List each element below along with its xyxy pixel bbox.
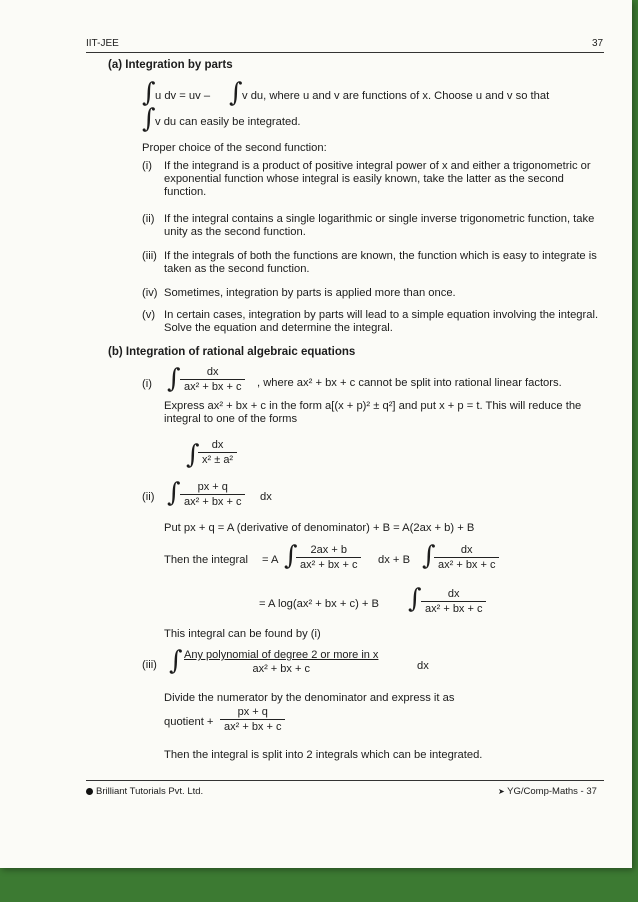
eq-a-text: = A [262, 554, 279, 566]
then-split-text: Then the integral is split into 2 integrals which can be integrated. [164, 749, 483, 761]
proper-choice-heading: Proper choice of the second function: [142, 142, 327, 154]
log-line: = A log(ax² + bx + c) + B [259, 598, 380, 610]
fraction-numerator: 2ax + b [310, 544, 347, 556]
fraction [296, 544, 361, 571]
item-label: (ii) [142, 213, 155, 225]
arrow-icon: ➤ [498, 787, 505, 796]
fraction [434, 544, 499, 571]
header-page-number: 37 [592, 38, 604, 49]
integral-sign: ∫ [186, 440, 200, 470]
item-label: (ii) [142, 491, 155, 503]
footer-left-text: Brilliant Tutorials Pvt. Ltd. [96, 786, 204, 797]
fraction-numerator: dx [211, 439, 224, 451]
item-text: If the integral contains a single logarithmic or single inverse trigonometric function, take unity as the second function. [164, 213, 595, 238]
formula-line-2: v du, where u and v are functions of x. Choose u and v so that [242, 90, 550, 102]
fraction [198, 439, 237, 466]
bullet-icon [86, 788, 93, 795]
formula-line-3: v du can easily be integrated. [155, 116, 301, 128]
integral-sign: ∫ [284, 541, 298, 571]
fraction-numerator: dx [206, 366, 219, 378]
fraction-denominator: x² ± a² [198, 452, 237, 466]
formula-line-1: u dv = uv – [155, 90, 211, 102]
dx-text: dx [260, 491, 272, 503]
integral-sign: ∫ [167, 478, 181, 508]
fraction [180, 481, 245, 508]
footer-rule [86, 780, 604, 781]
integral-sign: ∫ [142, 78, 156, 108]
fraction-denominator: ax² + bx + c [180, 379, 245, 393]
header-left: IIT-JEE [86, 38, 119, 49]
item-text: If the integrals of both the functions are known, the function which is easy to integrate is taken as the second function. [164, 250, 597, 275]
integral-sign: ∫ [167, 364, 181, 394]
section-a-heading: (a) Integration by parts [108, 59, 233, 71]
divide-text: Divide the numerator by the denominator and express it as [164, 692, 455, 704]
mid-text: dx + B [378, 554, 411, 566]
footer-right-text: YG/Comp-Maths - 37 [507, 786, 597, 797]
fraction [180, 649, 382, 675]
integral-sign: ∫ [142, 104, 156, 134]
fraction [180, 366, 245, 393]
fraction-numerator: px + q [237, 706, 268, 718]
found-text: This integral can be found by (i) [164, 628, 321, 640]
integral-sign: ∫ [229, 78, 243, 108]
fraction-numerator: dx [447, 588, 460, 600]
header-rule [86, 52, 604, 53]
footer-right [498, 786, 597, 797]
fraction-denominator: ax² + bx + c [421, 601, 486, 615]
integral-sign: ∫ [169, 646, 183, 676]
fraction-numerator: dx [460, 544, 473, 556]
then-text: Then the integral [164, 554, 248, 566]
item-text: In certain cases, integration by parts will lead to a simple equation involving the integral. Solve the equation and determine the integral. [164, 309, 599, 334]
item-label: (iv) [142, 287, 158, 299]
fraction-denominator: ax² + bx + c [434, 557, 499, 571]
fraction-denominator: ax² + bx + c [252, 663, 310, 675]
condition-text: , where ax² + bx + c cannot be split into rational linear factors. [257, 377, 562, 389]
item-label: (iii) [142, 250, 157, 262]
quotient-text: quotient + [164, 716, 214, 728]
express-text: Express ax² + bx + c in the form a[(x + p)² ± q²] and put x + p = t. This will reduce the integral to one of the forms [164, 400, 582, 425]
item-label: (iii) [142, 659, 157, 671]
footer-left [86, 786, 203, 797]
fraction [421, 588, 486, 615]
fraction-denominator: ax² + bx + c [296, 557, 361, 571]
section-b-heading: (b) Integration of rational algebraic equations [108, 346, 356, 358]
item-label: (i) [142, 160, 152, 172]
dx-text: dx [417, 660, 429, 672]
item-text: Sometimes, integration by parts is applied more than once. [164, 287, 456, 299]
integral-sign: ∫ [422, 541, 436, 571]
fraction-denominator: ax² + bx + c [180, 494, 245, 508]
item-label: (v) [142, 309, 156, 321]
fraction-numerator: px + q [197, 481, 228, 493]
integral-sign: ∫ [408, 584, 422, 614]
item-label: (i) [142, 378, 152, 390]
fraction-denominator: ax² + bx + c [220, 719, 285, 733]
item-text: If the integrand is a product of positive integral power of x and either a trigonometric or exponential function whose integral is easily known, take the latter as the second function. [164, 160, 591, 198]
put-text: Put px + q = A (derivative of denominator) + B = A(2ax + b) + B [164, 522, 475, 534]
fraction-numerator: Any polynomial of degree 2 or more in x [184, 649, 379, 661]
fraction [220, 706, 285, 733]
